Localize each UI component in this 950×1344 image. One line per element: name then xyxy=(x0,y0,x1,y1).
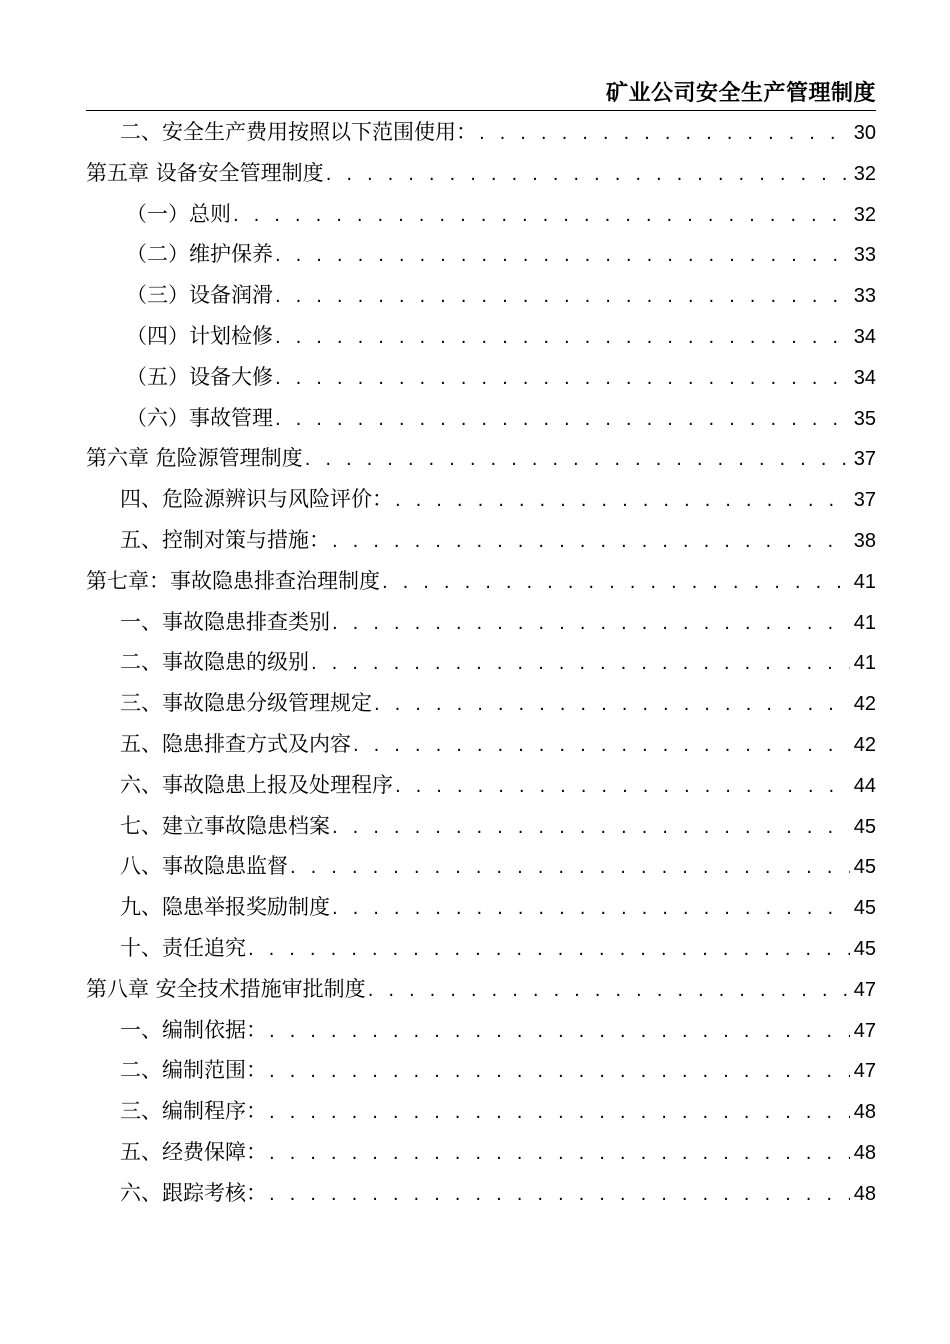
toc-entry[interactable] xyxy=(86,846,876,887)
toc-dot-leader xyxy=(290,848,850,889)
toc-dot-leader xyxy=(275,359,850,400)
toc-dot-leader xyxy=(395,767,850,808)
toc-entry[interactable] xyxy=(86,561,876,602)
toc-dot-leader xyxy=(395,481,850,522)
page-header xyxy=(86,78,876,111)
toc-entry-page-number: 32 xyxy=(853,162,876,185)
toc-entry[interactable] xyxy=(86,316,876,357)
toc-dot-leader xyxy=(248,930,850,971)
toc-entry-label: 五、经费保障： xyxy=(120,1139,267,1164)
toc-entry-label: 一、事故隐患排查类别 xyxy=(120,609,330,634)
toc-dot-leader xyxy=(269,1052,850,1093)
toc-entry-page-number: 48 xyxy=(853,1101,876,1124)
toc-entry[interactable] xyxy=(86,765,876,806)
toc-entry[interactable] xyxy=(86,398,876,439)
toc-entry-label: （二）维护保养 xyxy=(126,242,273,267)
toc-entry[interactable] xyxy=(86,520,876,561)
toc-entry-page-number: 42 xyxy=(853,693,876,716)
toc-entry-page-number: 37 xyxy=(853,489,876,512)
toc-entry[interactable] xyxy=(86,1050,876,1091)
toc-entry-page-number: 33 xyxy=(853,285,876,308)
toc-entry-page-number: 42 xyxy=(853,733,876,756)
toc-entry-page-number: 37 xyxy=(853,448,876,471)
toc-entry-label: 八、事故隐患监督 xyxy=(120,854,288,879)
toc-entry-page-number: 44 xyxy=(853,774,876,797)
toc-entry-label: 第五章 设备安全管理制度 xyxy=(86,160,324,185)
toc-dot-leader xyxy=(332,889,850,930)
toc-dot-leader xyxy=(311,644,850,685)
toc-entry-label: （六）事故管理 xyxy=(126,405,273,430)
toc-entry-label: 二、事故隐患的级别 xyxy=(120,650,309,675)
toc-entry[interactable] xyxy=(86,153,876,194)
toc-entry-label: 第六章 危险源管理制度 xyxy=(86,446,303,471)
toc-dot-leader xyxy=(275,236,850,277)
toc-entry-label: 九、隐患举报奖励制度 xyxy=(120,895,330,920)
toc-entry-label: 十、责任追究 xyxy=(120,935,246,960)
toc-entry-label: 二、编制范围： xyxy=(120,1058,267,1083)
toc-entry-label: 六、跟踪考核： xyxy=(120,1180,267,1205)
toc-entry[interactable] xyxy=(86,642,876,683)
toc-entry[interactable] xyxy=(86,683,876,724)
toc-entry-page-number: 45 xyxy=(853,856,876,879)
toc-entry-page-number: 35 xyxy=(853,407,876,430)
toc-dot-leader xyxy=(326,155,850,196)
toc-entry[interactable] xyxy=(86,1173,876,1214)
toc-dot-leader xyxy=(353,726,850,767)
toc-entry-label: 五、隐患排查方式及内容 xyxy=(120,731,351,756)
toc-dot-leader xyxy=(332,808,850,849)
toc-dot-leader xyxy=(269,1175,850,1216)
toc-entry-label: （三）设备润滑 xyxy=(126,283,273,308)
toc-dot-leader xyxy=(275,318,850,359)
toc-entry-label: 一、编制依据： xyxy=(120,1017,267,1042)
toc-entry[interactable] xyxy=(86,602,876,643)
toc-entry-page-number: 30 xyxy=(853,122,876,144)
toc-entry-label: （四）计划检修 xyxy=(126,323,273,348)
toc-dot-leader xyxy=(479,114,850,155)
toc-dot-leader xyxy=(269,1012,850,1053)
toc-entry-label: （五）设备大修 xyxy=(126,364,273,389)
toc-entry-page-number: 47 xyxy=(853,1060,876,1083)
toc-entry-label: 第八章 安全技术措施审批制度 xyxy=(86,976,366,1001)
toc-entry-label: 二、安全生产费用按照以下范围使用： xyxy=(120,120,477,144)
toc-dot-leader xyxy=(368,971,850,1012)
toc-entry-page-number: 34 xyxy=(853,325,876,348)
toc-entry-label: 四、危险源辨识与风险评价： xyxy=(120,487,393,512)
toc-entry-page-number: 45 xyxy=(853,937,876,960)
toc-entry[interactable] xyxy=(86,1010,876,1051)
toc-dot-leader xyxy=(275,400,850,441)
document-title: 矿业公司安全生产管理制度 xyxy=(605,81,876,106)
toc-dot-leader xyxy=(374,685,850,726)
toc-entry[interactable] xyxy=(86,438,876,479)
toc-entry-page-number: 41 xyxy=(853,611,876,634)
toc-entry[interactable] xyxy=(86,1091,876,1132)
toc-dot-leader xyxy=(332,604,850,645)
toc-entry[interactable] xyxy=(86,887,876,928)
toc-dot-leader xyxy=(305,440,850,481)
toc-dot-leader xyxy=(269,1134,850,1175)
toc-entry-page-number: 33 xyxy=(853,244,876,267)
toc-entry[interactable] xyxy=(86,928,876,969)
table-of-contents xyxy=(86,112,876,1214)
toc-entry-page-number: 45 xyxy=(853,897,876,920)
toc-entry-page-number: 32 xyxy=(853,203,876,226)
toc-entry[interactable] xyxy=(86,357,876,398)
toc-dot-leader xyxy=(275,277,850,318)
toc-entry[interactable] xyxy=(86,112,876,153)
toc-entry-label: 第七章：事故隐患排查治理制度 xyxy=(86,568,380,593)
toc-entry[interactable] xyxy=(86,194,876,235)
toc-entry[interactable] xyxy=(86,724,876,765)
toc-entry[interactable] xyxy=(86,806,876,847)
toc-entry-page-number: 48 xyxy=(853,1141,876,1164)
toc-dot-leader xyxy=(332,522,850,563)
toc-entry-label: 五、控制对策与措施： xyxy=(120,527,330,552)
toc-entry-label: 三、事故隐患分级管理规定 xyxy=(120,691,372,716)
toc-entry[interactable] xyxy=(86,275,876,316)
toc-entry-page-number: 41 xyxy=(853,652,876,675)
toc-entry-page-number: 38 xyxy=(853,529,876,552)
toc-entry-page-number: 41 xyxy=(853,570,876,593)
toc-entry[interactable] xyxy=(86,969,876,1010)
toc-entry[interactable] xyxy=(86,1132,876,1173)
toc-entry-page-number: 34 xyxy=(853,366,876,389)
toc-entry-label: 六、事故隐患上报及处理程序 xyxy=(120,772,393,797)
toc-entry-label: 三、编制程序： xyxy=(120,1099,267,1124)
toc-entry-page-number: 48 xyxy=(853,1182,876,1205)
toc-entry-label: 七、建立事故隐患档案 xyxy=(120,813,330,838)
toc-entry-label: （一）总则 xyxy=(126,201,231,226)
toc-entry-page-number: 47 xyxy=(853,978,876,1001)
toc-entry[interactable] xyxy=(86,479,876,520)
toc-entry-page-number: 45 xyxy=(853,815,876,838)
toc-entry[interactable] xyxy=(86,234,876,275)
toc-entry-page-number: 47 xyxy=(853,1019,876,1042)
toc-dot-leader xyxy=(382,563,850,604)
toc-dot-leader xyxy=(233,196,850,237)
toc-dot-leader xyxy=(269,1093,850,1134)
